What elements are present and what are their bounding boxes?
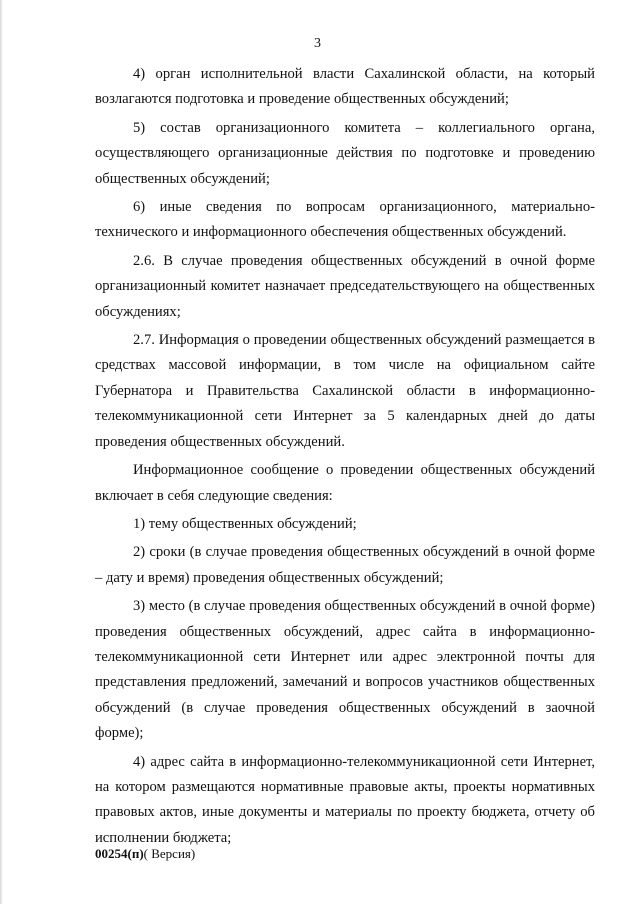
paragraph-item-4: 4) орган исполнительной власти Сахалинской области, на который возлагаются подготовка и проведение общественных обсуждений;: [95, 66, 595, 108]
footer-document-code: 00254(п): [95, 846, 144, 861]
paragraph-list-4: 4) адрес сайта в информационно-телекоммуникационной сети Интернет, на котором размещаются нормативные правовые акты, проекты нормативных правовых актов, иные документы и материалы по проекту бюджета, отчету об исполнении бюджета;: [95, 753, 595, 846]
paragraph-list-1: 1) тему общественных обсуждений;: [133, 515, 357, 532]
paragraph-item-6: 6) иные сведения по вопросам организационного, материально-технического и информационного обеспечения общественных обсуждений.: [95, 199, 595, 241]
paragraph-clause-2-6: 2.6. В случае проведения общественных обсуждений в очной форме организационный комитет назначает председательствующего на общественных обсуждениях;: [95, 252, 595, 320]
paragraph-list-3: 3) место (в случае проведения общественных обсуждений в очной форме) проведения общественных обсуждений, адрес сайта в информационно-телекоммуникационной сети Интернет или адрес электронной почты для представления предложений, замечаний и вопросов участников общественных обсуждений (в случае проведения общественных обсуждений в заочной форме);: [95, 598, 595, 742]
document-footer: [95, 846, 195, 862]
footer-version-label: ( Версия): [143, 846, 196, 861]
document-body: [95, 62, 595, 851]
scan-edge-shadow: [0, 0, 3, 904]
paragraph-clause-2-7: 2.7. Информация о проведении общественных обсуждений размещается в средствах массовой информации, в том числе на официальном сайте Губернатора и Правительства Сахалинской области в информационно-телекоммуникационной сети Интернет за 5 календарных дней до даты проведения общественных обсуждений.: [95, 332, 595, 450]
paragraph-info-message: Информационное сообщение о проведении общественных обсуждений включает в себя следующие сведения:: [95, 462, 595, 504]
page-number: 3: [314, 36, 321, 51]
paragraph-item-5: 5) состав организационного комитета – коллегиального органа, осуществляющего организационные действия по подготовке и проведению общественных обсуждений;: [95, 119, 595, 187]
paragraph-list-2: 2) сроки (в случае проведения общественных обсуждений в очной форме – дату и время) проведения общественных обсуждений;: [95, 544, 595, 586]
